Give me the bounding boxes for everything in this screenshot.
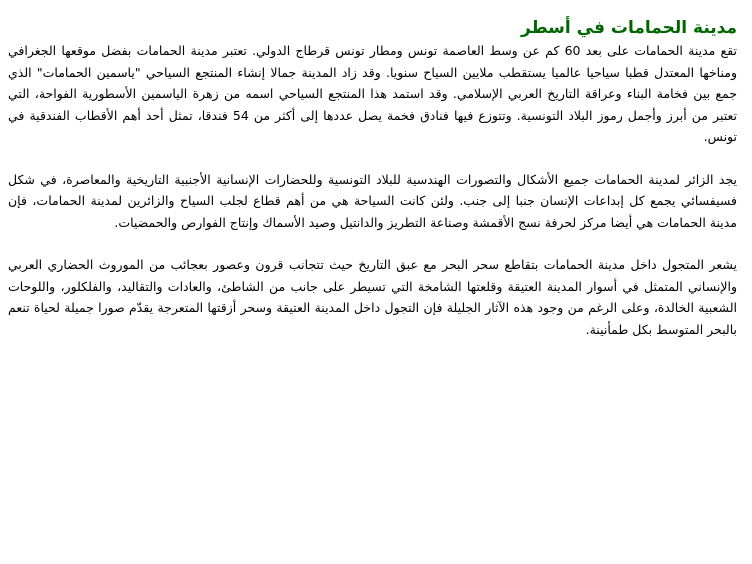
- article-title: مدينة الحمامات في أسطر: [521, 18, 737, 38]
- article-paragraph-1: تقع مدينة الحمامات على بعد 60 كم عن وسط العاصمة تونس ومطار تونس قرطاج الدولي. تعتبر مدينة الحمامات بفضل موقعها الجغرافي ومناخها المعتدل قطبا سياحيا عالميا يستقطب ملايين السياح سنويا. وقد زاد المدينة جمالا إنشاء المنتجع السياحي "ياسمين الحمامات" الذي جمع بين فخامة البناء وعراقة التاريخ العربي الإسلامي. وقد استمد هذا المنتجع السياحي اسمه من زهرة الياسمين الأسطورية الفواحة، التي تعتبر من أبرز وأجمل رموز البلاد التونسية. وتتوزع فيها فنادق فخمة يصل عددها إلى أكثر من 54 فندقا، تمثل أحد أهم الأقطاب الفندقية في تونس.: [8, 43, 737, 144]
- article-paragraph-3: يشعر المتجول داخل مدينة الحمامات بتقاطع سحر البحر مع عبق التاريخ حيث تتجانب قرون وعصور بعجائب من الموروث الحضاري العربي والإنساني المتمثل في أسوار المدينة العتيقة وقلعتها الشامخة التي تسيطر على جانب من الشاطئ، والعادات والتقاليد، والفلكلور، واللوحات الشعبية الخالدة، وعلى الرغم من وجود هذه الآثار الجليلة فإن التجول داخل المدينة العتيقة وسحر أزقتها المتعرجة يقدّم صورا جميلة لحياة تنعم بالبحر المتوسط بكل طمأنينة.: [8, 257, 737, 337]
- article-paragraph-2: يجد الزائر لمدينة الحمامات جميع الأشكال والتصورات الهندسية للبلاد التونسية وللحضارات الإنسانية الأجنبية التاريخية والمعاصرة، في شكل فسيفسائي يجمع كل إبداعات الإنسان جنبا إلى جنب. ولئن كانت السياحة هي من أهم قطاع لجلب السياح والزائرين لمدينة الحمامات، فإن مدينة الحمامات هي أيضا مركز لحرفة نسج الأقمشة وصناعة التطريز والدانتيل وصيد الأسماك وإنتاج الفوارص والحمضيات.: [8, 171, 737, 230]
- article: [8, 6, 737, 361]
